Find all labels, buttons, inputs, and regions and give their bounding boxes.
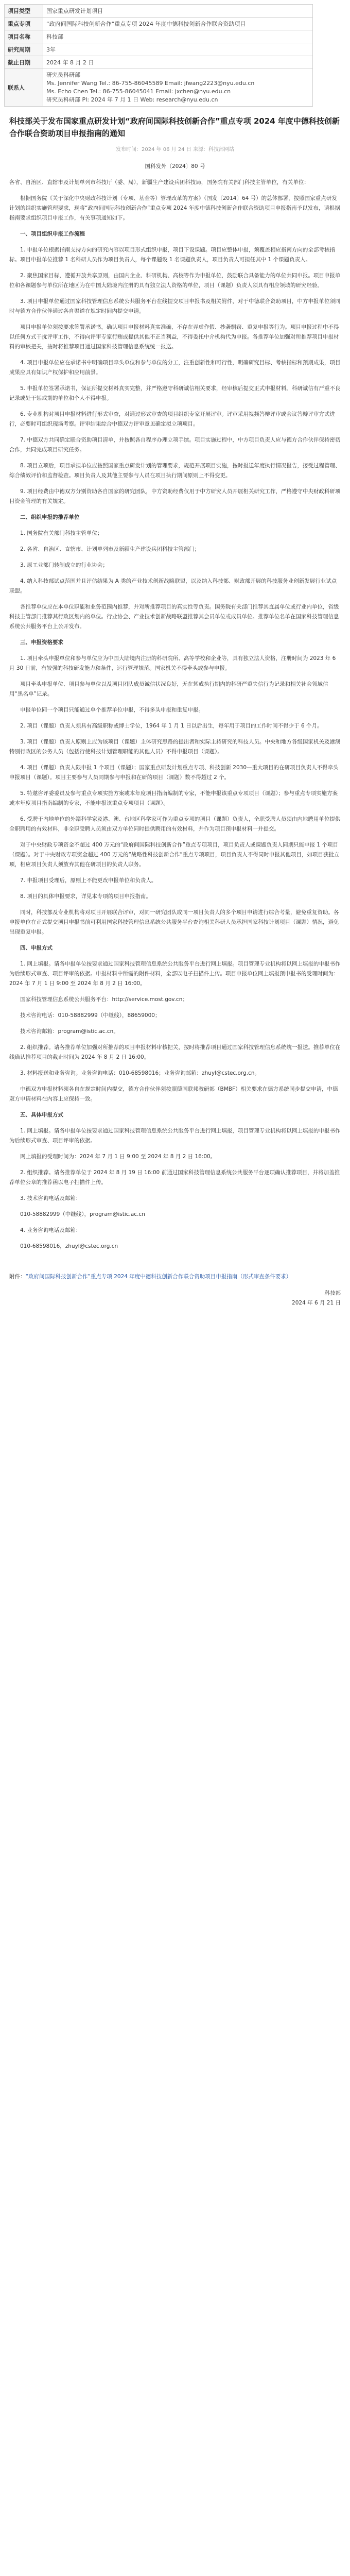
info-row [5,56,313,69]
paragraph: 3. 材料报送和业务咨询。业务咨询电话：010-68598016；业务咨询邮箱：zhuyl@cstec.org.cn。 [20,1070,260,1076]
info-row [5,43,313,56]
info-value: 科技部 [43,30,313,43]
paragraph: 1. 国务院有关部门科技主管单位； [20,530,103,536]
article-subline: 发布时间：2024 年 06 月 24 日 来源：科技部网站 [116,147,234,152]
info-value: 2024 年 8 月 2 日 [43,56,313,69]
attachment-link[interactable]: “政府间国际科技创新合作”重点专项 2024 年度中德科技创新合作联合资助项目申报指南（形式审查条件要求） [25,1274,292,1280]
attachment-label: 附件： [9,1274,26,1280]
paragraph: 各推荐单位应在本单位职能和业务范围内推荐，并对所推荐项目的真实性等负责。国务院有关部门推荐其直属单位或行业内单位，省级科技主管部门推荐其行政区划内的单位。行业协会、产业技术创新战略联盟推荐其会员单位或成员单位。推荐单位名单在国家科技管理信息系统公共服务平台上公开发布。 [9,604,339,630]
paragraph: 网上填报的受理时间为：2024 年 7 月 1 日 9:00 至 2024 年 8 月 2 日 16:00。 [20,1154,216,1160]
paragraph: 3. 技术咨询电话及邮箱： [20,1195,81,1201]
paragraph: 3. 项目（课题）负责人原则上应为该项目（课题）主体研究思路的提出者和实际主持研究的科技人员。中央和地方各级国家机关及港澳特别行政区的公务人员（包括行使科技计划管理职能的其他人员）不得申报项目（课题）。 [9,739,341,755]
paragraph: 项目牵头申报单位、项目参与单位以及项目团队成员诚信状况良好，无在惩戒执行期内的科研严重失信行为记录和相关社会领域信用“黑名单”记录。 [9,681,328,697]
paragraph: 4. 业务咨询电话及邮箱： [20,1227,81,1233]
attachment-footer [9,1272,341,1282]
info-key: 截止日期 [5,56,43,69]
info-value: 3年 [43,43,313,56]
footer-date: 2024 年 6 月 21 日 [292,1300,341,1306]
paragraph: 同时，科技部及专业机构将对项目开展联合评审，对同一研究团队或同一项目负责人的多个项目申请进行综合考量，避免重复资助。各申报单位在正式提交项目申报书前可利用国家科技管理信息系统公共服务平台查询相关科研人员承担国家科技计划项目（课题）情况，避免出现重复申报。 [9,909,339,935]
contact-line: 研究员科研部 [46,72,80,78]
paragraph-list [9,178,341,1251]
paragraph: 7. 申报项目受理后，原则上不能更改申报单位和负责人。 [20,877,157,884]
paragraph: 中德双方申报材料须各自在规定时间内提交，德方合作伙伴须按照德国联邦教研部（BMBF）相关要求在德方系统同步提交申请，中德双方申请材料在内容上应保持一致。 [9,1086,338,1102]
info-row [5,18,313,30]
contact-line: Ms. Jennifer Wang Tel.: 86-755-86045589 Email: jfwang2223@nyu.edu.cn [46,80,255,87]
contact-line: 研究员科研部 PI: 2024 年 7 月 1 日 Web: research@nyu.edu.cn [46,96,218,103]
paragraph: 4. 纳入科技部试点范围并且评估结果为 A 类的产业技术创新战略联盟，以及纳入科技部、财政部开展的科技服务业创新发展行业试点联盟。 [9,578,337,594]
paragraph: 010-68598016，zhuyl@cstec.org.cn [20,1243,118,1249]
paragraph: 3. 原工业部门转制成立的行业协会； [20,562,108,568]
doc-number: 国科发外〔2024〕80 号 [145,163,205,170]
contact-line: Ms. Echo Chen Tel.: 86-755-86045041 Email: jxchen@nyu.edu.cn [46,88,231,95]
paragraph: 申报单位同一个项目只能通过单个推荐单位申报，不得多头申报和重复申报。 [20,707,204,713]
section-heading: 五、具体申报方式 [20,1112,63,1118]
paragraph: 根据国务院《关于深化中央财政科技计划（专项、基金等）管理改革的方案》（国发〔2014〕64 号）的总体部署，按照国家重点研发计划的组织实施管理要求，现将“政府间国际科技创新合作”重点专项 2024 年度中德科技创新合作联合资助项目申报指南予以发布，请根据指南要求组织项目申报工作，有关事项通知如下。 [9,195,340,221]
paragraph: 010-58882999（中继线），program@istic.ac.cn [20,1211,145,1217]
section-heading: 一、项目组织申报工作流程 [20,231,85,237]
paragraph: 3. 项目申报单位通过国家科技管理信息系统公共服务平台在线提交项目申报书及相关附件，对于中德联合资助项目，中方申报单位须同时与德方合作伙伴通过各自渠道在规定时间内提交申请。 [9,298,341,314]
info-value: “政府间国际科技创新合作”重点专项 2024 年度中德科技创新合作联合资助项目 [43,18,313,30]
article-title: 科技部关于发布国家重点研发计划“政府间国际科技创新合作”重点专项 2024 年度中德科技创新合作联合资助项目申报指南的通知 [9,116,340,138]
info-row [5,5,313,18]
paragraph: 7. 中德双方共同确定联合资助项目清单，并按照各自程序办理立项手续。项目实施过程中，中方项目负责人应与德方合作伙伴保持密切合作，共同完成项目研究任务。 [9,437,341,453]
paragraph: 国家科技管理信息系统公共服务平台：http://service.most.gov.cn； [20,996,188,1003]
paragraph: 8. 项目立项后，项目承担单位应按照国家重点研发计划的管理要求，规范开展项目实施，按时报送年度执行情况报告，接受过程管理、综合绩效评价和监督检查。项目负责人及其他主要参与人员在项目执行期间原则上不得变更。 [9,463,341,479]
paragraph: 各省、自治区、直辖市及计划单列市科技厅（委、局），新疆生产建设兵团科技局，国务院有关部门科技主管单位，有关单位： [9,179,309,185]
paragraph: 6. 专业机构对项目申报材料进行形式审查，对通过形式审查的项目组织专家开展评审。评审采用视频答辩评审或会议答辩评审方式进行，必要时可组织现场考察。评审结果综合中德双方评审意见确定拟立项项目。 [9,411,335,427]
info-value: 国家重点研发计划项目 [43,5,313,18]
paragraph: 5. 申报单位签署承诺书，保证所提交材料真实完整，并严格遵守科研诚信相关要求，经审核后提交正式申报材料。科研诚信有严重不良记录或处于惩戒期的单位和个人不得申报。 [9,385,341,401]
contact-key: 联系人 [5,69,43,107]
paragraph: 2. 项目（课题）负责人须具有高级职称或博士学位，1964 年 1 月 1 日以后出生，每年用于项目的工作时间不得少于 6 个月。 [20,723,323,729]
paragraph: 2. 各省、自治区、直辖市、计划单列市及新疆生产建设兵团科技主管部门； [20,546,200,552]
section-heading: 四、申报方式 [20,945,52,951]
info-key: 研究周期 [5,43,43,56]
paragraph: 1. 网上填报。请各申报单位按要求通过国家科技管理信息系统公共服务平台进行网上填报，项目管理专业机构将以网上填报的申报书作为后续形式审查、项目评审的依据。 [9,1128,341,1144]
paragraph: 1. 网上填报。请各申报单位按要求通过国家科技管理信息系统公共服务平台进行网上填报。项目管理专业机构将以网上填报的申报书作为后续形式审查、项目评审的依据。申报材料中所需的附件材料，全部以电子扫描件上传。项目申报单位网上填报预申报书的受理时间为：2024 年 7 月 1 日 9:00 至 2024 年 8 月 2 日 16:00。 [9,961,341,987]
info-key: 项目名称 [5,30,43,43]
project-info-table [4,4,313,107]
contact-value [43,69,313,107]
info-row [5,30,313,43]
paragraph: 9. 项目经费由中德双方分别资助各自国家的研究团队，中方资助经费仅用于中方研究人员开展相关研究工作，严格遵守中央财政科研项目资金管理的有关规定。 [9,488,341,504]
paragraph: 对于中央财政专项资金不超过 400 万元的“政府间国际科技创新合作”重点专项项目，项目负责人或课题负责人同期只能申报 1 个项目（课题）。对于中央财政专项资金超过 400 万元的“战略性科技创新合作”重点专项项目，项目负责人不得同时申报其他项目，如项目获批立项，相应项目负责人须放弃其他在研项目的负责人职务。 [9,842,340,868]
paragraph: 1. 项目牵头申报单位和参与单位应为中国大陆境内注册的科研院所、高等学校和企业等，具有独立法人资格，注册时间为 2023 年 6 月 30 日前，有较强的科技研发能力和条件，运行管理规范。国家机关不得牵头或参与申报。 [9,655,336,671]
section-heading: 二、组织申报的推荐单位 [20,514,80,520]
section-heading: 三、申报资格要求 [20,639,63,646]
footer-source: 科技部 [324,1290,341,1296]
paragraph: 5. 特邀咨评委委员及参与重点专项实施方案或本年度项目指南编制的专家，不能申报该重点专项项目（课题）；参与重点专项实施方案或本年度项目指南编制的专家，不能申报该重点专项项目（课题）。 [9,790,338,806]
paragraph: 2. 组织推荐。请各推荐单位于 2024 年 8 月 19 日 16:00 前通过国家科技管理信息系统公共服务平台逐项确认推荐项目，并将加盖推荐单位公章的推荐函以电子扫描件上传。 [9,1170,340,1185]
paragraph: 项目申报单位须按要求签署承诺书，确认项目申报材料真实准确，不存在弄虚作假、抄袭剽窃、重复申报等行为。项目申报过程中不得以任何方式干扰评审工作，不得向评审专家行贿或提供其他不正当利益，不得委托中介机构代为申报。各推荐单位加强对所推荐项目申报材料的审核把关，按时将推荐项目通过国家科技管理信息系统统一报送。 [9,324,339,350]
paragraph: 1. 申报单位根据指南支持方向的研究内容以项目形式组织申报，项目下设课题。项目应整体申报，须覆盖相应指南方向的全部考核指标。项目申报单位推荐 1 名科研人员作为项目负责人，每个课题设 1 名课题负责人，项目负责人可担任其中 1 个课题负责人。 [9,247,335,263]
paragraph: 技术咨询电话：010-58882999（中继线），88659000； [20,1012,161,1019]
paragraph: 4. 项目（课题）负责人限申报 1 个项目（课题）；国家重点研发计划重点专项、科技创新 2030—重大项目的在研项目负责人不得牵头申报项目（课题）。项目主要参与人员同期参与申报和在研的项目（课题）数不得超过 2 个。 [9,765,339,781]
paragraph: 8. 项目的具体申报要求，详见本专项的项目申报指南。 [20,893,151,900]
info-key: 项目类型 [5,5,43,18]
article-body [4,162,346,1251]
info-key: 重点专项 [5,18,43,30]
paragraph: 2. 组织推荐。请各推荐单位加强对所推荐的项目申报材料审核把关，按时将推荐项目通过国家科技管理信息系统统一报送。推荐单位在线确认推荐项目的截止时间为 2024 年 8 月 2 日 16:00。 [9,1044,341,1060]
paragraph: 2. 聚焦国家目标，遵循开放共享原则，由国内企业、科研机构、高校等作为申报单位，鼓励联合具备能力的单位共同申报。项目申报单位和各课题参与单位所在地区为在中国大陆境内注册的具有独立法人资格的单位，项目（课题）负责人须具有相应领域的研究经验。 [9,273,341,289]
contact-row [5,69,313,107]
project-info-body [5,5,313,107]
paragraph: 4. 项目申报单位应在承诺书中明确项目牵头单位和参与单位的分工，注重创新性和可行性，明确研究目标、考核指标和预期成果，项目成果应具有知识产权保护和应用前景。 [9,360,341,376]
paragraph: 6. 受聘于内地单位的外籍科学家及港、澳、台地区科学家可作为重点专项的项目（课题）负责人，全职受聘人员须由内地聘用单位提供全职聘用的有效材料，非全职受聘人员须由双方单位同时提供聘用的有效材料，并作为项目预申报材料一并提交。 [9,816,341,832]
paragraph: 技术咨询邮箱：program@istic.ac.cn。 [20,1028,119,1035]
